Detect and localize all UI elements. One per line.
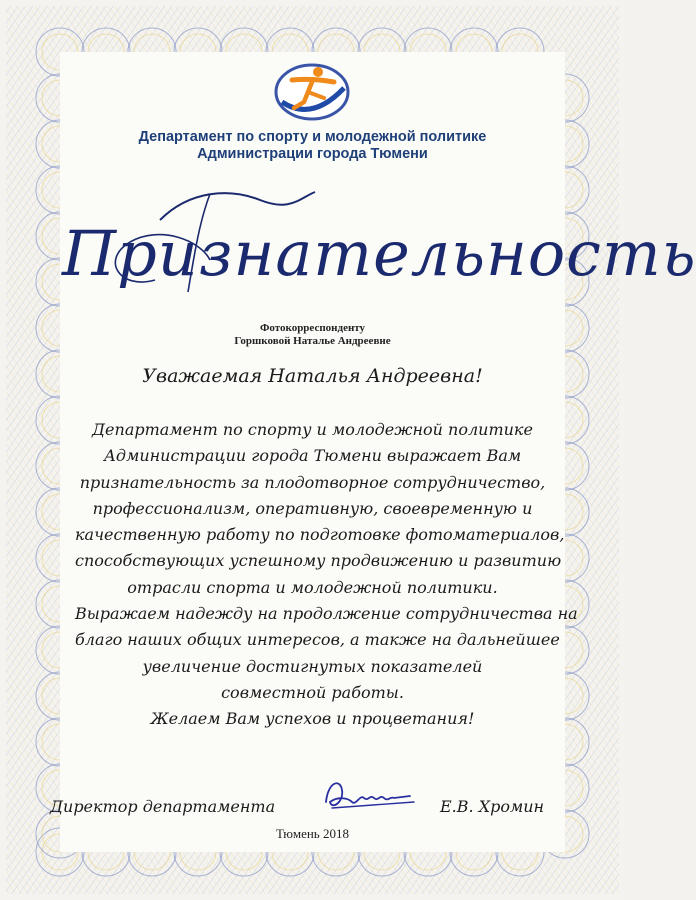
- greeting: Уважаемая Наталья Андреевна!: [142, 365, 483, 387]
- body-line: способствующих успешному продвижению и развитию: [75, 551, 562, 571]
- recipient-name: Горшковой Наталье Андреевне: [234, 335, 391, 347]
- body-line: Желаем Вам успехов и процветания!: [150, 709, 475, 729]
- sport-department-logo: [272, 58, 352, 122]
- body-line: признательность за плодотворное сотрудничество,: [79, 472, 546, 492]
- place-and-year: Тюмень 2018: [276, 826, 349, 841]
- body-line: Департамент по спорту и молодежной политике: [92, 420, 533, 439]
- certificate-title: Признательность: [62, 217, 696, 290]
- body-line: благо наших общих интересов, а также на дальнейшее: [75, 630, 560, 650]
- department-name-line1: Департамент по спорту и молодежной политике: [138, 129, 487, 145]
- body-line: профессионализм, оперативную, своевременную и: [92, 498, 533, 518]
- signatory-position: Директор департамента: [50, 797, 276, 816]
- body-text: [75, 417, 578, 733]
- signature: [318, 772, 418, 817]
- recipient-position: Фотокорреспонденту: [259, 322, 366, 334]
- signatory-name: Е.В. Хромин: [440, 797, 545, 816]
- body-line: увеличение достигнутых показателей: [142, 656, 483, 676]
- department-name-line2: Администрации города Тюмени: [197, 146, 428, 162]
- body-line: Выражаем надежду на продолжение сотрудничества на: [75, 604, 578, 624]
- body-line: Администрации города Тюмени выражает Вам: [103, 446, 522, 466]
- body-line: совместной работы.: [221, 682, 404, 702]
- body-line: отрасли спорта и молодежной политики.: [127, 577, 498, 597]
- body-line: качественную работу по подготовке фотоматериалов,: [75, 525, 565, 545]
